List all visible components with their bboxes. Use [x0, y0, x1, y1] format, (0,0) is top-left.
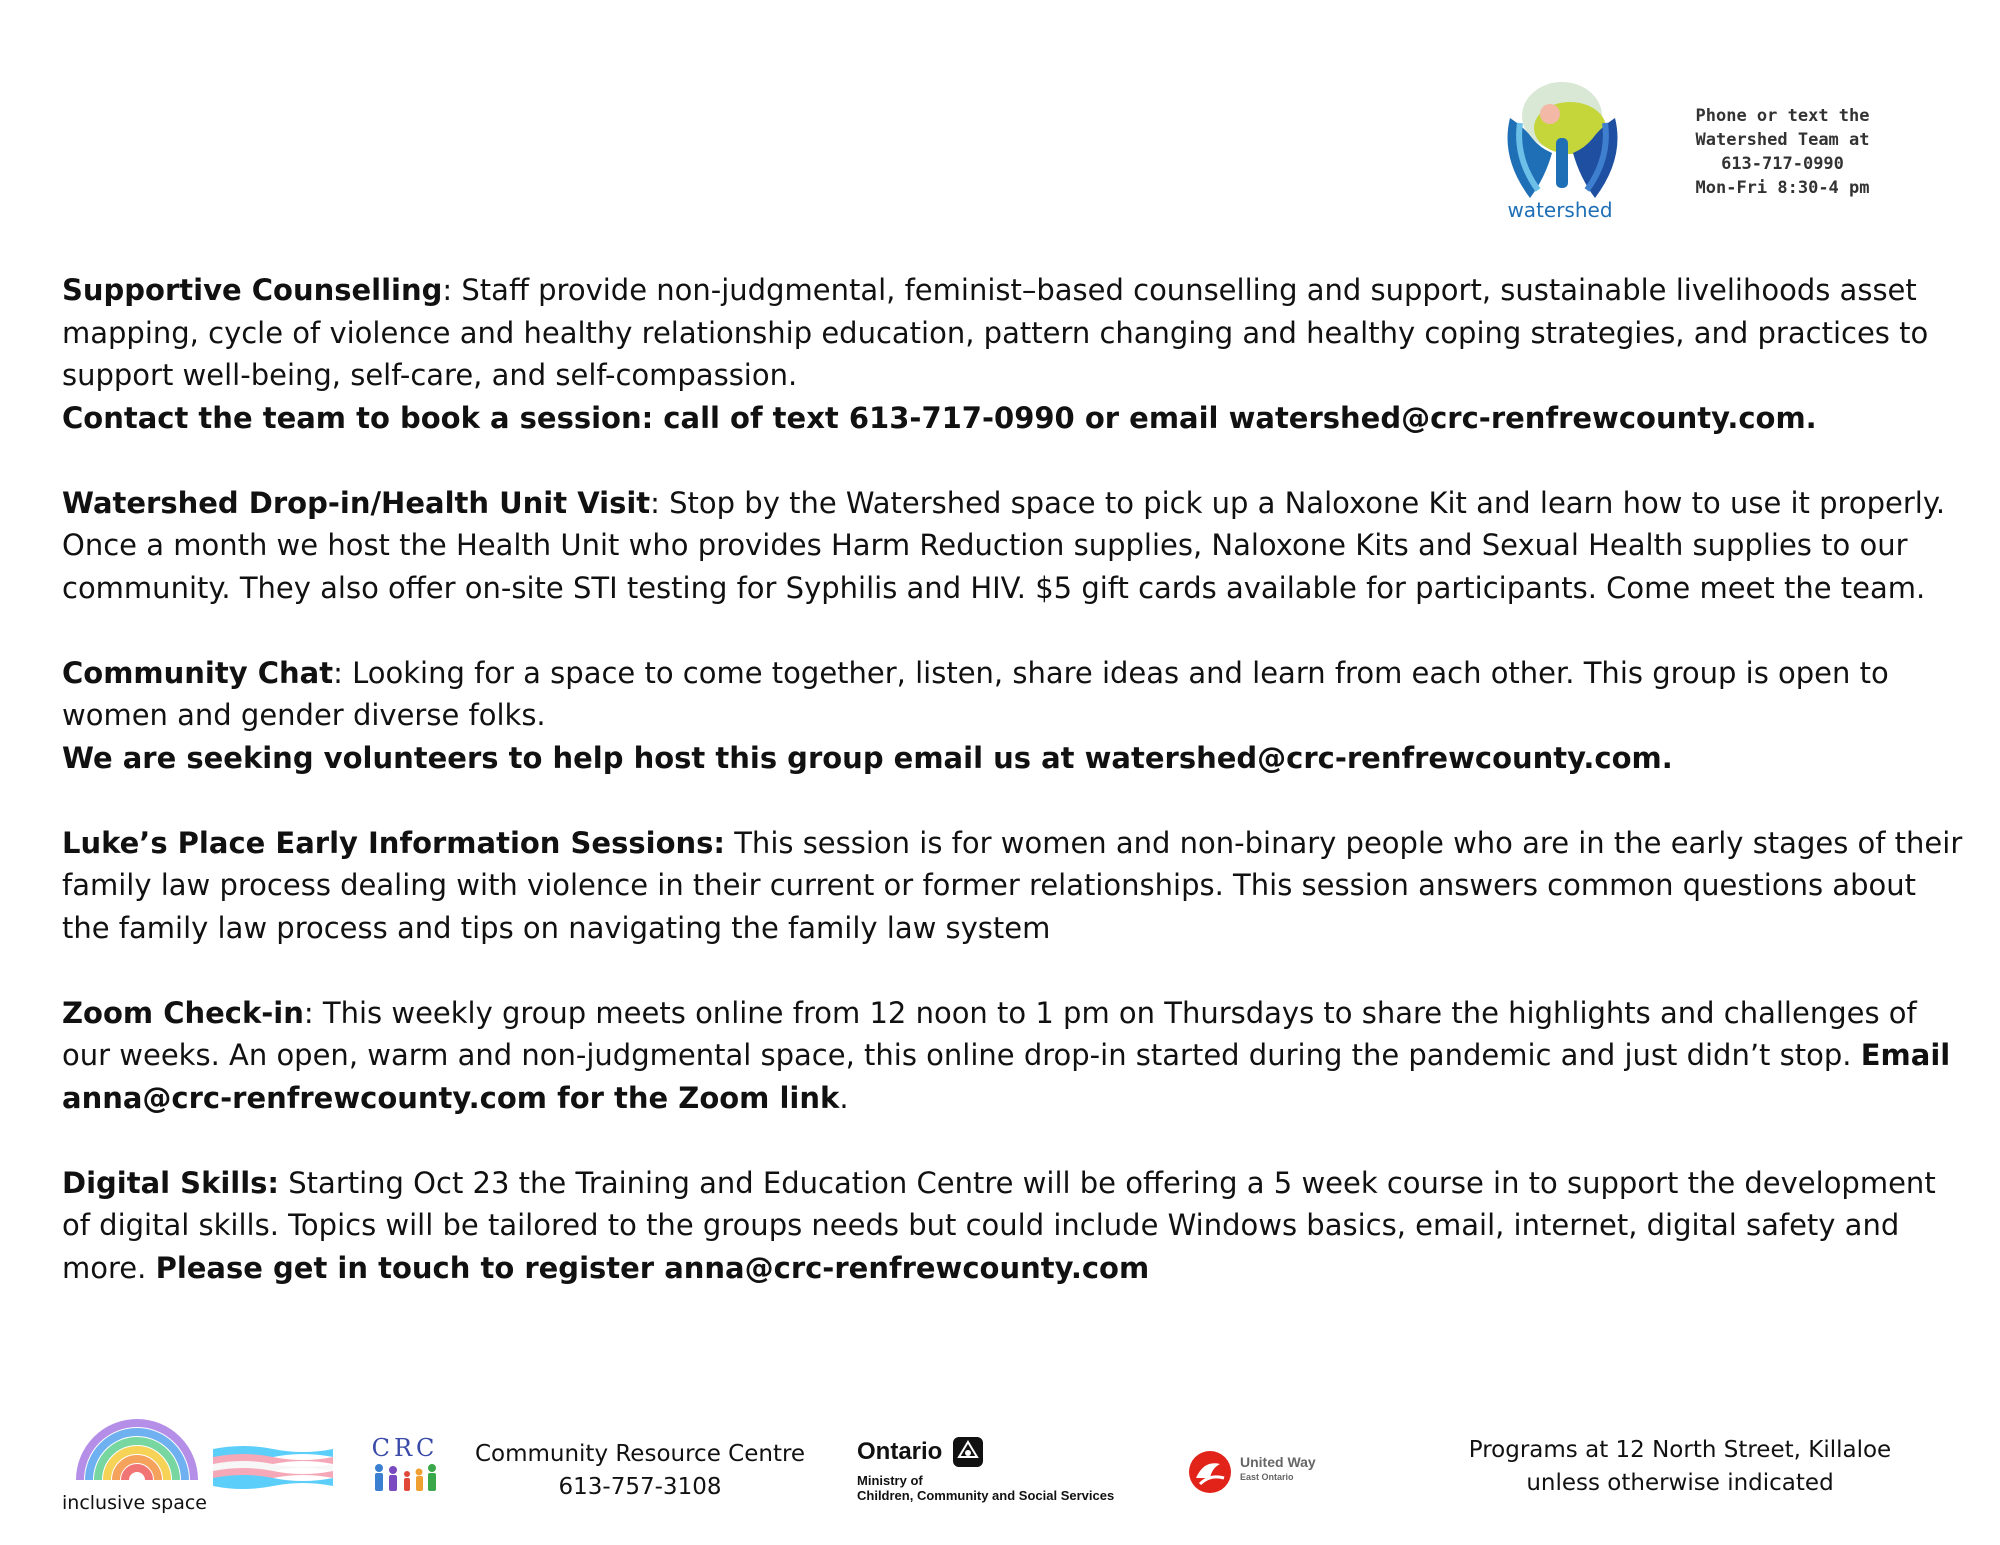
united-way-region: East Ontario	[1240, 1472, 1294, 1482]
phone-note-line: Phone or text the	[1695, 106, 1870, 126]
ministry-line: Children, Community and Social Services	[857, 1488, 1115, 1503]
phone-note-line: Mon-Fri 8:30-4 pm	[1695, 178, 1870, 198]
ontario-logo	[857, 1437, 1147, 1503]
trans-flag-icon	[213, 1443, 333, 1489]
body-text: This session is for women and non-binary people who are in the early stages of their family law process dealing with violence in their current or former relationships. This session answers common questions about the family law process and tips on navigating the family law system	[62, 825, 1963, 945]
body-text: : Staff provide non-judgmental, feminist–based counselling and support, sustainable livelihoods asset mapping, cycle of violence and healthy relationship education, pattern changing and healthy coping strategies, and practices to support well-being, self-care, and self-compassion.	[62, 273, 1929, 392]
crc-name: Community Resource Centre	[474, 1441, 806, 1467]
section-paragraph	[62, 482, 1972, 610]
bold-text: Zoom Check-in	[62, 995, 304, 1030]
section-paragraph	[62, 269, 1972, 397]
bold-text: Email anna@crc-renfrewcounty.com for the Zoom link	[62, 1038, 1951, 1115]
program-section	[62, 652, 1972, 780]
rainbow-icon	[72, 1410, 202, 1482]
programs-location	[1440, 1434, 1920, 1500]
program-section	[62, 992, 1972, 1120]
inclusive-space-label: inclusive space	[62, 1492, 207, 1514]
body-text: : Looking for a space to come together, listen, share ideas and learn from each other. This group is open to women and gender diverse folks.	[62, 655, 1889, 732]
crc-logo	[365, 1434, 445, 1506]
program-section	[62, 1162, 1972, 1290]
body-text: : Stop by the Watershed space to pick up a Naloxone Kit and learn how to use it properly. Once a month we host the Health Unit who provides Harm Reduction supplies, Naloxone Kits and Sexual Health supplies to our community. They also offer on-site STI testing for Syphilis and HIV. $5 gift cards available for participants. Come meet the team.	[62, 485, 1946, 605]
section-paragraph	[62, 652, 1972, 737]
phone-note-line: Watershed Team at	[1695, 130, 1870, 150]
program-section	[62, 822, 1972, 950]
section-paragraph	[62, 397, 1972, 440]
ontario-name: Ontario	[857, 1438, 943, 1465]
programs-line: Programs at 12 North Street, Killaloe	[1468, 1437, 1892, 1463]
bold-text: Supportive Counselling	[62, 273, 443, 307]
ministry-line: Ministry of	[857, 1473, 923, 1488]
phone-note	[1670, 104, 1895, 200]
program-section	[62, 269, 1972, 439]
section-paragraph	[62, 737, 1972, 780]
section-paragraph	[62, 1162, 1972, 1290]
bold-text: We are seeking volunteers to help host this group email us at watershed@crc-renfrewcounty.com.	[62, 740, 1673, 775]
bold-text: Please get in touch to register anna@crc-renfrewcounty.com	[155, 1250, 1150, 1285]
crc-phone: 613-757-3108	[558, 1474, 722, 1500]
body-text: Starting Oct 23 the Training and Education Centre will be offering a 5 week course in to support the development of digital skills. Topics will be tailored to the groups needs but could include Windows basics, email, internet, digital safety and more.	[62, 1165, 1936, 1285]
section-paragraph	[62, 822, 1972, 950]
program-section	[62, 482, 1972, 610]
body-text: : This weekly group meets online from 12 noon to 1 pm on Thursdays to share the highlights and challenges of our weeks. An open, warm and non-judgmental space, this online drop-in started during the pandemic and just didn’t stop.	[62, 995, 1917, 1072]
section-paragraph	[62, 992, 1972, 1120]
trillium-icon	[953, 1437, 983, 1467]
watershed-logo-text: watershed	[1507, 198, 1613, 222]
crc-contact	[470, 1438, 810, 1504]
bold-text: Luke’s Place Early Information Sessions:	[62, 825, 725, 860]
united-way-text	[1240, 1455, 1316, 1485]
crc-logo-text: CRC	[371, 1434, 439, 1462]
bold-text: Digital Skills:	[62, 1165, 280, 1200]
body-text: .	[839, 1080, 849, 1115]
program-descriptions	[62, 269, 1972, 1332]
bold-text: Watershed Drop-in/Health Unit Visit	[62, 485, 651, 520]
phone-note-line: 613-717-0990	[1721, 154, 1844, 174]
united-way-name: United Way	[1240, 1454, 1316, 1470]
bold-text: Contact the team to book a session: call of text 613-717-0990 or email watershed@crc-renfrewcounty.com.	[62, 400, 1817, 435]
bold-text: Community Chat	[62, 655, 334, 690]
programs-line: unless otherwise indicated	[1526, 1470, 1834, 1496]
